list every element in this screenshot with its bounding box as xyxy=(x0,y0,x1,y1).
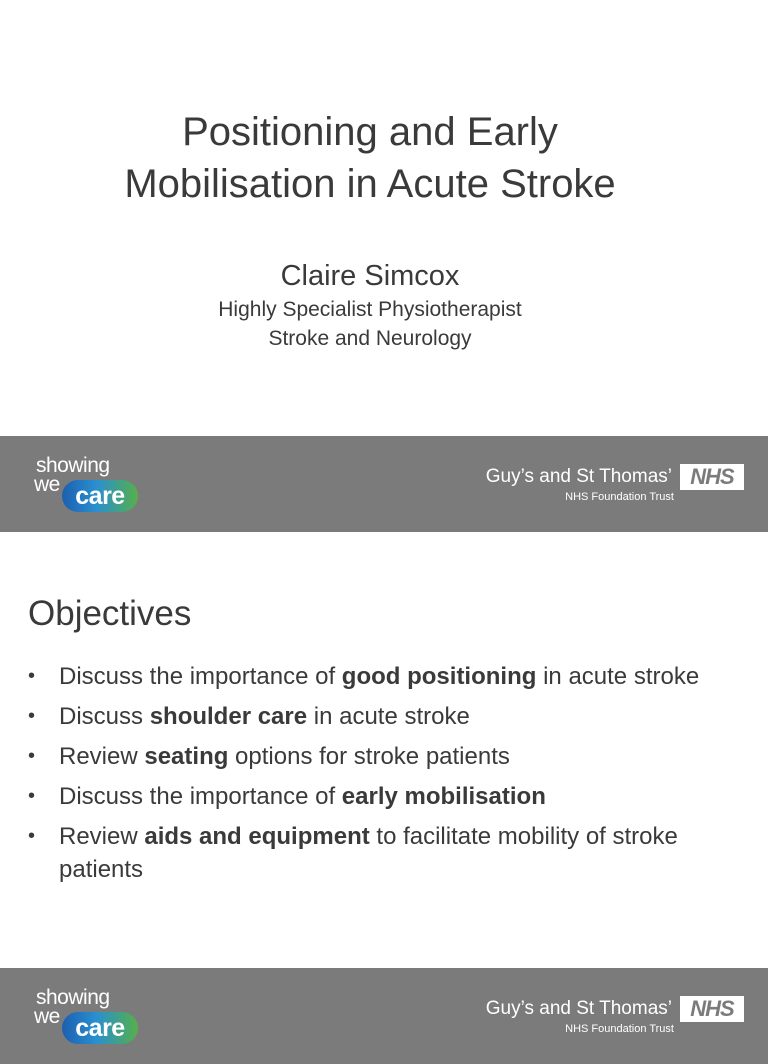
role-line-1: Highly Specialist Physiotherapist xyxy=(218,298,522,321)
trust-name: Guy’s and St Thomas’ xyxy=(485,998,672,1019)
bullet-text: Discuss the importance of xyxy=(59,663,342,690)
bullet-emphasis: early mobilisation xyxy=(341,783,546,810)
footer-band xyxy=(0,968,768,1064)
list-item xyxy=(28,740,738,773)
trust-logo xyxy=(444,462,744,508)
objectives-heading: Objectives xyxy=(28,594,192,633)
nhs-logo-text: NHS xyxy=(690,464,734,489)
trust-subtitle: NHS Foundation Trust xyxy=(565,1023,674,1035)
title-slide xyxy=(0,0,768,436)
author-name: Claire Simcox xyxy=(280,260,460,292)
trust-name: Guy’s and St Thomas’ xyxy=(485,466,672,487)
objectives-slide xyxy=(0,532,768,968)
bullet-icon: • xyxy=(28,785,36,807)
bullet-emphasis: aids and equipment xyxy=(144,823,370,850)
nhs-logo xyxy=(680,996,744,1022)
bullet-text: Discuss xyxy=(59,703,150,730)
logo-text-showing: showing xyxy=(36,454,110,477)
objectives-list xyxy=(28,660,738,893)
bullet-text: to facilitate mobility of stroke patients xyxy=(59,823,678,883)
trust-subtitle: NHS Foundation Trust xyxy=(565,491,674,503)
bullet-emphasis: good positioning xyxy=(341,663,537,690)
logo-text-we: we xyxy=(34,1005,60,1028)
author-role xyxy=(0,295,740,353)
bullet-icon: • xyxy=(28,705,36,727)
bullet-icon: • xyxy=(28,745,36,767)
list-item xyxy=(28,700,738,733)
trust-logo xyxy=(444,994,744,1040)
list-item xyxy=(28,660,738,693)
bullet-text: Review xyxy=(59,743,145,770)
role-line-2: Stroke and Neurology xyxy=(268,327,472,350)
footer-band xyxy=(0,436,768,532)
nhs-logo-text: NHS xyxy=(690,996,734,1021)
title-line-2: Mobilisation in Acute Stroke xyxy=(124,162,616,206)
care-badge xyxy=(62,480,138,512)
logo-text-showing: showing xyxy=(36,986,110,1009)
care-badge xyxy=(62,1012,138,1044)
presentation-title xyxy=(0,106,740,210)
care-badge-text: care xyxy=(75,482,125,510)
care-badge-text: care xyxy=(75,1014,125,1042)
bullet-text: Review xyxy=(59,823,145,850)
logo-text-we: we xyxy=(34,473,60,496)
bullet-icon: • xyxy=(28,665,36,687)
bullet-emphasis: seating xyxy=(144,743,229,770)
list-item xyxy=(28,820,738,886)
title-line-1: Positioning and Early xyxy=(182,110,558,154)
bullet-text: Discuss the importance of xyxy=(59,783,342,810)
list-item xyxy=(28,780,738,813)
bullet-emphasis: shoulder care xyxy=(149,703,308,730)
showing-we-care-logo xyxy=(34,454,154,518)
bullet-text: in acute stroke xyxy=(307,703,470,730)
bullet-icon: • xyxy=(28,825,36,847)
bullet-text: options for stroke patients xyxy=(228,743,510,770)
showing-we-care-logo xyxy=(34,986,154,1050)
nhs-logo xyxy=(680,464,744,490)
bullet-text: in acute stroke xyxy=(536,663,700,690)
